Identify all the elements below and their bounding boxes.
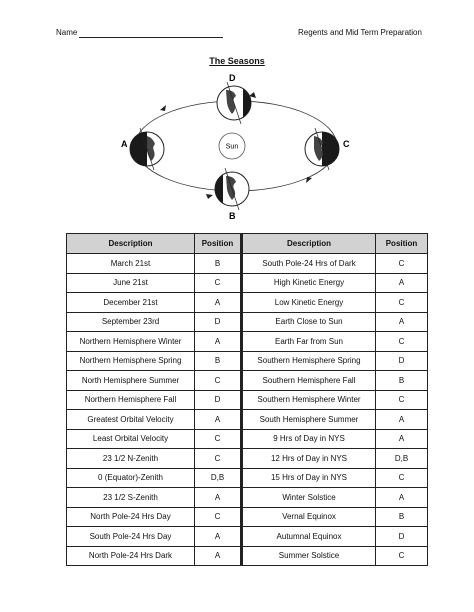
name-label: Name	[56, 28, 78, 37]
position-cell: D	[195, 312, 242, 332]
position-cell: A	[376, 410, 428, 430]
description-cell: Northern Hemisphere Winter	[67, 332, 195, 352]
position-cell: D	[195, 390, 242, 410]
position-cell: B	[376, 371, 428, 391]
description-cell: North Hemisphere Summer	[67, 371, 195, 391]
table-row	[67, 254, 428, 274]
name-blank-line	[79, 37, 223, 38]
description-cell: 9 Hrs of Day in NYS	[242, 429, 376, 449]
description-cell: Autumnal Equinox	[242, 527, 376, 547]
header-right-text: Regents and Mid Term Preparation	[298, 28, 422, 37]
table-row	[67, 273, 428, 293]
position-cell: A	[195, 527, 242, 547]
position-cell: C	[195, 449, 242, 469]
position-cell: A	[195, 410, 242, 430]
table-row	[67, 527, 428, 547]
description-cell: South Pole-24 Hrs Day	[67, 527, 195, 547]
description-cell: Summer Solstice	[242, 546, 376, 566]
description-cell: 12 Hrs of Day in NYS	[242, 449, 376, 469]
position-cell: D,B	[376, 449, 428, 469]
position-label-c: C	[343, 139, 350, 149]
position-cell: A	[195, 546, 242, 566]
description-cell: Low Kinetic Energy	[242, 293, 376, 313]
position-label-a: A	[121, 139, 128, 149]
position-cell: A	[195, 332, 242, 352]
header-position-right: Position	[376, 234, 428, 254]
table-row	[67, 293, 428, 313]
position-cell: A	[376, 488, 428, 508]
position-cell: D	[376, 527, 428, 547]
sun-label: Sun	[225, 143, 239, 151]
position-cell: A	[376, 429, 428, 449]
table-row	[67, 429, 428, 449]
description-cell: September 23rd	[67, 312, 195, 332]
description-cell: Southern Hemisphere Winter	[242, 390, 376, 410]
description-cell: Least Orbital Velocity	[67, 429, 195, 449]
header-position-left: Position	[195, 234, 242, 254]
table-row	[67, 488, 428, 508]
position-cell: B	[195, 351, 242, 371]
position-cell: D	[376, 351, 428, 371]
description-cell: High Kinetic Energy	[242, 273, 376, 293]
seasons-table	[66, 233, 428, 566]
table-header-row	[67, 234, 428, 254]
earth-icon-b	[215, 168, 249, 210]
seasons-diagram	[0, 66, 474, 226]
position-cell: C	[376, 468, 428, 488]
description-cell: Northern Hemisphere Spring	[67, 351, 195, 371]
table-row	[67, 332, 428, 352]
description-cell: 23 1/2 N-Zenith	[67, 449, 195, 469]
position-cell: C	[195, 429, 242, 449]
table-row	[67, 390, 428, 410]
position-cell: C	[195, 371, 242, 391]
earth-icon-d	[217, 82, 251, 124]
description-cell: Greatest Orbital Velocity	[67, 410, 195, 430]
description-cell: North Pole-24 Hrs Dark	[67, 546, 195, 566]
position-cell: C	[376, 546, 428, 566]
table-row	[67, 546, 428, 566]
description-cell: 15 Hrs of Day in NYS	[242, 468, 376, 488]
position-cell: C	[376, 293, 428, 313]
position-cell: C	[376, 390, 428, 410]
position-cell: C	[195, 507, 242, 527]
description-cell: December 21st	[67, 293, 195, 313]
position-cell: A	[376, 273, 428, 293]
description-cell: June 21st	[67, 273, 195, 293]
position-label-b: B	[229, 211, 236, 221]
description-cell: Earth Far from Sun	[242, 332, 376, 352]
position-cell: A	[195, 293, 242, 313]
description-cell: Northern Hemisphere Fall	[67, 390, 195, 410]
sun-icon	[219, 133, 245, 159]
page-title: The Seasons	[209, 56, 265, 66]
description-cell: North Pole-24 Hrs Day	[67, 507, 195, 527]
table-row	[67, 449, 428, 469]
position-cell: B	[376, 507, 428, 527]
header-description-right: Description	[242, 234, 376, 254]
position-label-d: D	[229, 73, 236, 83]
position-cell: A	[376, 312, 428, 332]
description-cell: March 21st	[67, 254, 195, 274]
table-row	[67, 468, 428, 488]
table-row	[67, 507, 428, 527]
position-cell: B	[195, 254, 242, 274]
description-cell: Southern Hemisphere Spring	[242, 351, 376, 371]
position-cell: A	[195, 488, 242, 508]
description-cell: 0 (Equator)-Zenith	[67, 468, 195, 488]
table-row	[67, 410, 428, 430]
position-cell: D,B	[195, 468, 242, 488]
table-row	[67, 351, 428, 371]
table-row	[67, 371, 428, 391]
position-cell: C	[195, 273, 242, 293]
position-cell: C	[376, 332, 428, 352]
earth-icon-a	[130, 128, 164, 170]
description-cell: South Pole-24 Hrs of Dark	[242, 254, 376, 274]
description-cell: Southern Hemisphere Fall	[242, 371, 376, 391]
table-row	[67, 312, 428, 332]
description-cell: Vernal Equinox	[242, 507, 376, 527]
description-cell: Earth Close to Sun	[242, 312, 376, 332]
description-cell: Winter Solstice	[242, 488, 376, 508]
header-description-left: Description	[67, 234, 195, 254]
description-cell: South Hemisphere Summer	[242, 410, 376, 430]
description-cell: 23 1/2 S-Zenith	[67, 488, 195, 508]
position-cell: C	[376, 254, 428, 274]
